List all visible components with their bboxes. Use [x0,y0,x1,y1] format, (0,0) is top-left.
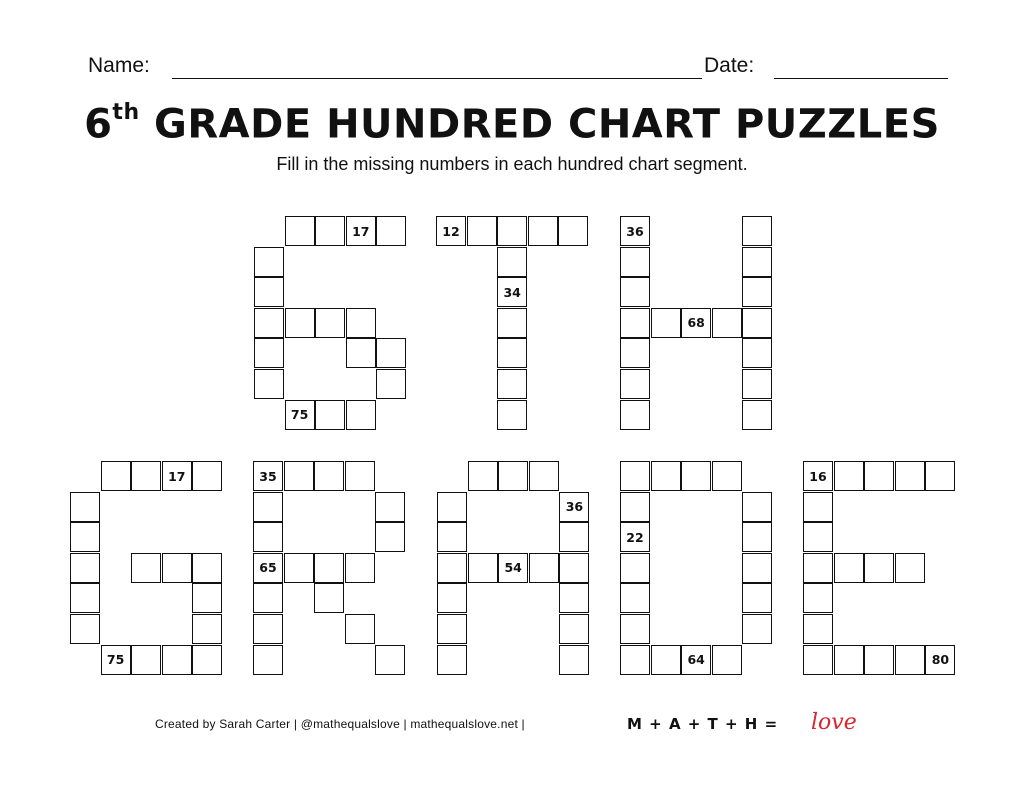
chart-cell-blank[interactable] [742,308,772,338]
chart-cell-blank[interactable] [742,553,772,583]
chart-cell-blank[interactable] [192,461,222,491]
chart-cell-blank[interactable] [620,400,650,430]
chart-cell-blank[interactable] [376,216,406,246]
chart-cell-blank[interactable] [895,645,925,675]
chart-cell-blank[interactable] [497,338,527,368]
cell-number: 35 [259,468,277,484]
chart-cell-blank[interactable] [285,308,315,338]
cell-number: 80 [931,652,950,668]
chart-cell-blank[interactable] [314,461,344,491]
chart-cell-blank[interactable] [834,553,864,583]
chart-cell-blank[interactable] [529,553,559,583]
chart-cell-blank[interactable] [803,492,833,522]
chart-cell-blank[interactable] [437,492,467,522]
chart-cell-blank[interactable] [712,461,742,491]
chart-cell-blank[interactable] [70,522,100,552]
chart-cell-blank[interactable] [375,645,405,675]
chart-cell-given [498,553,528,583]
chart-cell-blank[interactable] [345,614,375,644]
chart-cell-blank[interactable] [559,553,589,583]
chart-cell-blank[interactable] [742,277,772,307]
chart-cell-blank[interactable] [651,645,681,675]
chart-cell-blank[interactable] [803,553,833,583]
chart-cell-blank[interactable] [803,583,833,613]
chart-cell-blank[interactable] [925,461,955,491]
chart-cell-blank[interactable] [834,461,864,491]
chart-cell-blank[interactable] [742,338,772,368]
chart-cell-blank[interactable] [620,308,650,338]
chart-cell-blank[interactable] [620,645,650,675]
cell-number: 36 [626,223,644,239]
chart-cell-blank[interactable] [437,614,467,644]
chart-cell-blank[interactable] [192,583,222,613]
chart-cell-blank[interactable] [864,461,894,491]
chart-cell-blank[interactable] [437,522,467,552]
chart-cell-given [436,216,466,246]
chart-cell-blank[interactable] [376,369,406,399]
cell-number: 17 [352,223,370,239]
chart-cell-given [346,216,376,246]
chart-cell-blank[interactable] [497,400,527,430]
cell-number: 34 [503,284,521,300]
chart-cell-blank[interactable] [497,308,527,338]
chart-cell-blank[interactable] [559,645,589,675]
chart-cell-blank[interactable] [803,614,833,644]
chart-cell-blank[interactable] [620,492,650,522]
chart-cell-blank[interactable] [742,369,772,399]
chart-cell-blank[interactable] [742,614,772,644]
chart-cell-blank[interactable] [192,553,222,583]
chart-cell-blank[interactable] [834,645,864,675]
name-label: Name: [88,54,150,77]
chart-cell-blank[interactable] [253,522,283,552]
cell-number: 75 [106,652,125,668]
chart-cell-blank[interactable] [346,308,376,338]
chart-cell-blank[interactable] [468,461,498,491]
title-number: 6 [84,101,113,148]
date-blank[interactable] [774,78,948,79]
chart-cell-blank[interactable] [681,461,711,491]
chart-cell-blank[interactable] [742,247,772,277]
chart-cell-blank[interactable] [620,338,650,368]
chart-cell-blank[interactable] [131,461,161,491]
chart-cell-blank[interactable] [437,583,467,613]
chart-cell-blank[interactable] [498,461,528,491]
chart-cell-given [101,645,131,675]
chart-cell-blank[interactable] [254,277,284,307]
chart-cell-blank[interactable] [253,492,283,522]
chart-cell-blank[interactable] [712,308,742,338]
chart-cell-blank[interactable] [254,369,284,399]
chart-cell-blank[interactable] [497,369,527,399]
chart-cell-blank[interactable] [253,614,283,644]
chart-cell-given [803,461,833,491]
chart-cell-blank[interactable] [254,308,284,338]
cell-number: 36 [565,499,584,515]
page-title [0,92,1024,149]
chart-cell-given [559,492,589,522]
chart-cell-given [681,645,711,675]
chart-cell-blank[interactable] [101,461,131,491]
chart-cell-blank[interactable] [192,614,222,644]
chart-cell-blank[interactable] [620,553,650,583]
chart-cell-blank[interactable] [559,614,589,644]
chart-cell-given [285,400,315,430]
chart-cell-blank[interactable] [803,522,833,552]
chart-cell-blank[interactable] [345,553,375,583]
chart-cell-blank[interactable] [346,338,376,368]
chart-cell-blank[interactable] [314,583,344,613]
chart-cell-blank[interactable] [70,553,100,583]
instructions: Fill in the missing numbers in each hundred chart segment. [276,154,748,174]
brand-logo: M + A + T + H = [627,715,779,733]
cell-number: 65 [259,560,277,576]
chart-cell-blank[interactable] [620,614,650,644]
chart-cell-blank[interactable] [285,216,315,246]
chart-cell-blank[interactable] [131,553,161,583]
chart-cell-blank[interactable] [620,583,650,613]
chart-cell-blank[interactable] [742,583,772,613]
chart-cell-given [253,553,283,583]
chart-cell-blank[interactable] [437,553,467,583]
chart-cell-blank[interactable] [620,461,650,491]
footer [155,712,875,738]
cell-number: 75 [290,407,309,423]
chart-cell-blank[interactable] [742,522,772,552]
cell-number: 17 [168,468,186,484]
chart-cell-blank[interactable] [895,553,925,583]
chart-cell-blank[interactable] [864,645,894,675]
date-label: Date: [704,54,755,77]
credit-text: Created by Sarah Carter | @mathequalslove | mathequalslove.net | [155,717,525,731]
chart-cell-blank[interactable] [497,247,527,277]
chart-cell-blank[interactable] [315,216,345,246]
chart-cell-blank[interactable] [558,216,588,246]
chart-cell-blank[interactable] [375,522,405,552]
chart-cell-blank[interactable] [376,338,406,368]
name-blank[interactable] [172,78,702,79]
chart-cell-blank[interactable] [559,583,589,613]
cell-number: 54 [504,560,522,576]
chart-cell-given [620,216,650,246]
chart-cell-blank[interactable] [253,645,283,675]
chart-cell-blank[interactable] [620,247,650,277]
cell-number: 22 [626,529,644,545]
chart-cell-blank[interactable] [620,369,650,399]
chart-cell-blank[interactable] [253,583,283,613]
chart-cell-blank[interactable] [162,645,192,675]
chart-cell-blank[interactable] [314,553,344,583]
chart-cell-blank[interactable] [70,492,100,522]
chart-cell-blank[interactable] [803,645,833,675]
chart-cell-blank[interactable] [651,461,681,491]
chart-cell-blank[interactable] [559,522,589,552]
chart-cell-blank[interactable] [131,645,161,675]
brand-love: love [811,710,857,735]
chart-cell-blank[interactable] [315,308,345,338]
chart-cell-blank[interactable] [346,400,376,430]
chart-cell-blank[interactable] [162,553,192,583]
cell-number: 12 [442,223,460,239]
chart-cell-blank[interactable] [70,583,100,613]
name-date-line [88,52,948,82]
chart-cell-blank[interactable] [742,400,772,430]
cell-number: 64 [687,652,705,668]
chart-cell-blank[interactable] [467,216,497,246]
chart-cell-blank[interactable] [468,553,498,583]
chart-cell-blank[interactable] [742,216,772,246]
title-text: GRADE HUNDRED CHART PUZZLES [139,101,940,148]
chart-cell-given [620,522,650,552]
chart-cell-blank[interactable] [529,461,559,491]
chart-cell-blank[interactable] [864,553,894,583]
chart-cell-blank[interactable] [712,645,742,675]
chart-cell-blank[interactable] [497,216,527,246]
chart-cell-blank[interactable] [284,461,314,491]
chart-cell-blank[interactable] [315,400,345,430]
chart-cell-blank[interactable] [742,492,772,522]
chart-cell-blank[interactable] [254,338,284,368]
title-superscript: th [112,100,140,125]
chart-cell-given [162,461,192,491]
chart-cell-blank[interactable] [254,247,284,277]
chart-cell-blank[interactable] [528,216,558,246]
chart-cell-blank[interactable] [284,553,314,583]
cell-number: 68 [687,315,705,331]
chart-cell-given [681,308,711,338]
chart-cell-blank[interactable] [70,614,100,644]
chart-cell-blank[interactable] [192,645,222,675]
chart-cell-blank[interactable] [345,461,375,491]
chart-cell-given [925,645,955,675]
chart-cell-given [253,461,283,491]
chart-cell-blank[interactable] [895,461,925,491]
cell-number: 16 [809,468,827,484]
chart-cell-given [497,277,527,307]
chart-cell-blank[interactable] [651,308,681,338]
chart-cell-blank[interactable] [437,645,467,675]
chart-cell-blank[interactable] [375,492,405,522]
chart-cell-blank[interactable] [620,277,650,307]
